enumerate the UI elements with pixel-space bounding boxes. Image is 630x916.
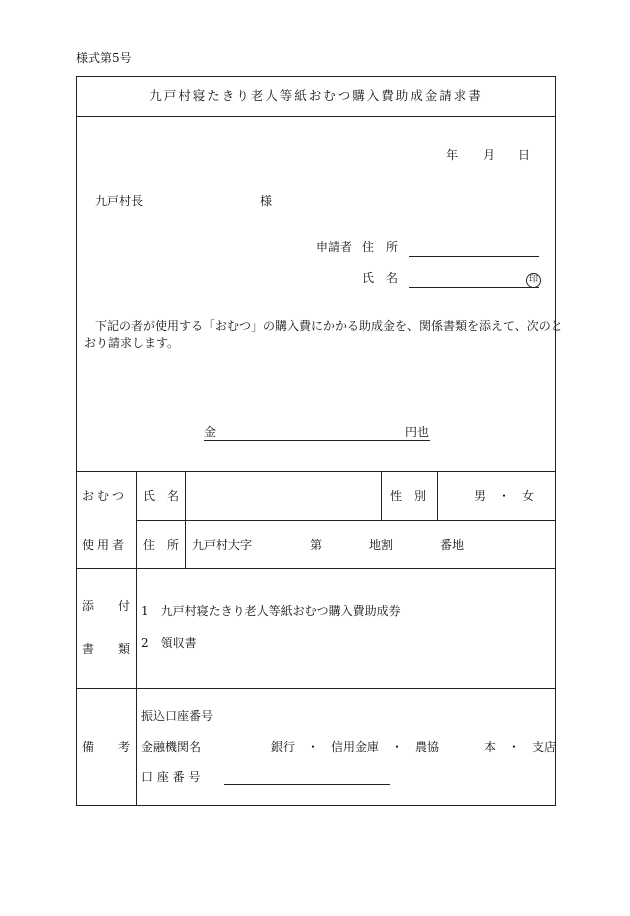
user-name-label: 氏 名 [143,489,180,503]
form-title: 九戸村寝たきり老人等紙おむつ購入費助成金請求書 [149,88,483,103]
addressee-suffix: 様 [260,194,273,208]
applicant-address-field[interactable] [409,256,539,257]
field-label-divider [185,471,186,568]
addressee-name: 九戸村長 [95,194,144,208]
divider-title [76,116,556,117]
request-text-line2: おり請求します。 [84,336,180,350]
applicant-name-label: 氏 名 [362,271,399,285]
divider-request [76,471,556,472]
institution-label: 金融機関名 [141,740,202,754]
divider-attachments [76,688,556,689]
form-frame [76,76,556,806]
attachment-item-2: 2 領収書 [141,636,197,650]
divider-user-row [136,520,556,521]
applicant-address-label: 住 所 [362,240,399,254]
amount-field[interactable] [204,440,430,441]
account-number-label: 口 座 番 号 [141,770,201,784]
label-column-divider [136,471,137,806]
divider-user [76,568,556,569]
user-gender-label: 性 別 [390,489,427,503]
date-day-label: 日 [518,148,531,162]
attachments-label-bottom: 書 類 [82,642,131,656]
seal-mark: 印 [526,273,541,288]
branch-types[interactable]: 本 ・ 支店 [484,740,557,754]
applicant-name-field[interactable] [409,287,539,288]
user-address-dai: 第 [310,538,323,552]
attachments-label-top: 添 付 [82,599,131,613]
user-section-label-top: おむつ [82,489,128,503]
date-year-label: 年 [446,148,459,162]
request-text-line1: 下記の者が使用する「おむつ」の購入費にかかる助成金を、関係書類を添えて、次のと [95,319,563,333]
date-month-label: 月 [483,148,496,162]
institution-types[interactable]: 銀行 ・ 信用金庫 ・ 農協 [271,740,440,754]
user-section-label-bottom: 使用者 [82,538,128,552]
user-address-chiwari: 地割 [369,538,394,552]
gender-label-left-divider [381,471,382,520]
amount-prefix: 金 [204,425,217,439]
amount-suffix: 円也 [405,425,430,439]
form-number: 様式第5号 [76,51,132,65]
remarks-label: 備 考 [82,740,131,754]
user-address-banchi: 番地 [440,538,465,552]
applicant-label: 申請者 [316,240,353,254]
attachment-item-1: 1 九戸村寝たきり老人等紙おむつ購入費助成券 [141,604,401,618]
account-title: 振込口座番号 [141,709,214,723]
user-address-village: 九戸村大字 [192,538,253,552]
user-gender-options[interactable]: 男 ・ 女 [474,489,535,503]
gender-label-right-divider [437,471,438,520]
account-number-field[interactable] [224,784,390,785]
user-address-label: 住 所 [143,538,180,552]
